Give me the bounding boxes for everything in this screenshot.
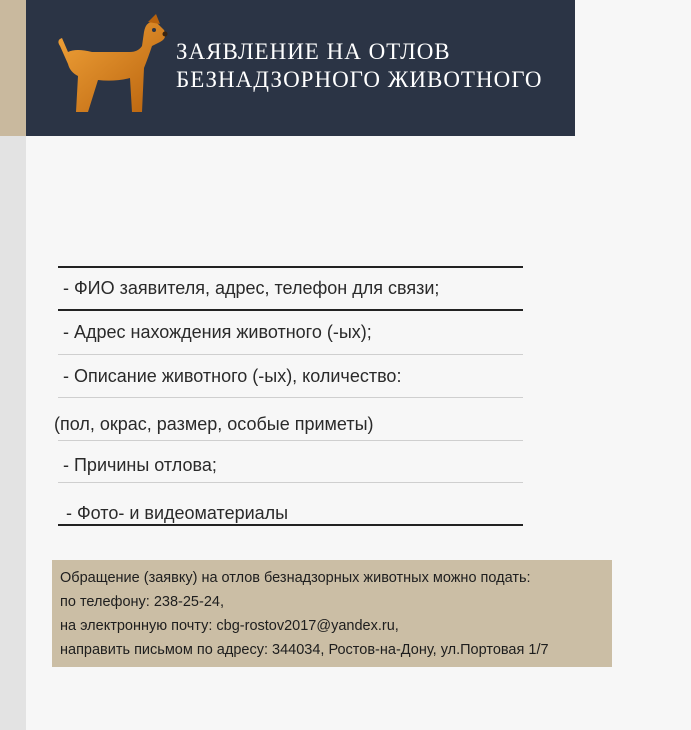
list-item: - ФИО заявителя, адрес, телефон для связи; — [63, 278, 440, 298]
divider — [58, 440, 523, 441]
address-line: направить письмом по адресу: 344034, Ростов-на-Дону, ул.Портовая 1/7 — [60, 642, 549, 658]
divider — [58, 482, 523, 483]
divider — [58, 309, 523, 311]
left-band — [0, 0, 26, 730]
divider — [58, 397, 523, 398]
list-item: - Описание животного (-ых), количество: — [63, 366, 402, 386]
contact-info-box — [52, 560, 612, 667]
page-title — [176, 38, 543, 94]
email-line: на электронную почту: cbg-rostov2017@yandex.ru, — [60, 618, 399, 634]
divider — [58, 266, 523, 268]
list-item: (пол, окрас, размер, особые приметы) — [54, 414, 374, 434]
list-item: - Причины отлова; — [63, 455, 217, 475]
info-line: Обращение (заявку) на отлов безнадзорных животных можно подать: — [60, 570, 531, 586]
divider — [58, 524, 523, 526]
divider — [58, 354, 523, 355]
left-accent — [0, 0, 26, 136]
title-line-1: ЗАЯВЛЕНИЕ НА ОТЛОВ — [176, 39, 451, 64]
list-item: - Адрес нахождения животного (-ых); — [63, 322, 372, 342]
dog-icon — [48, 12, 168, 120]
list-item: - Фото- и видеоматериалы — [66, 503, 289, 523]
title-line-2: БЕЗНАДЗОРНОГО ЖИВОТНОГО — [176, 67, 543, 92]
header-banner — [26, 0, 575, 136]
info-line: по телефону: 238-25-24, — [60, 594, 224, 610]
